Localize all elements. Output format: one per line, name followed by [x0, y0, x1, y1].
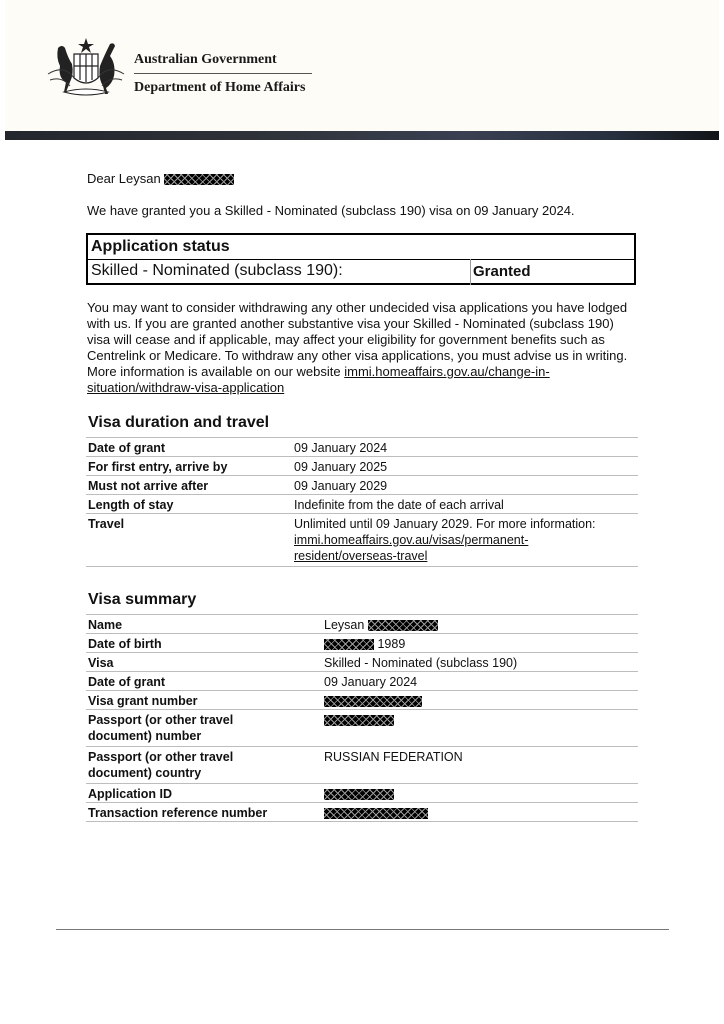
table-row [86, 457, 638, 476]
table-row [86, 438, 638, 457]
row-value [322, 710, 638, 747]
row-label: Must not arrive after [86, 476, 292, 495]
table-row [86, 476, 638, 495]
table-row [86, 803, 638, 822]
row-label: Travel [86, 514, 292, 567]
greeting-text: Dear Leysan [87, 171, 161, 186]
coat-of-arms-icon [44, 34, 128, 100]
row-label: Passport (or other travel document) number [86, 710, 322, 747]
department-name: Department of Home Affairs [134, 80, 306, 95]
overseas-travel-link[interactable]: immi.homeaffairs.gov.au/visas/permanent-resident/overseas-travel [294, 533, 529, 563]
status-column-divider [470, 259, 471, 285]
status-value: Granted [473, 263, 531, 280]
redacted-grant-number [324, 696, 422, 707]
redacted-surname [368, 620, 438, 631]
footer-divider [56, 929, 669, 930]
redacted-surname [164, 174, 234, 185]
table-row [86, 747, 638, 784]
status-visa-label: Skilled - Nominated (subclass 190): [91, 262, 343, 279]
table-row [86, 710, 638, 747]
status-divider [88, 259, 634, 260]
table-row [86, 514, 638, 567]
summary-table [86, 614, 638, 822]
row-value: 09 January 2025 [292, 457, 638, 476]
row-value: 09 January 2024 [292, 438, 638, 457]
table-row [86, 653, 638, 672]
row-value: 09 January 2029 [292, 476, 638, 495]
row-label: Passport (or other travel document) country [86, 747, 322, 784]
row-label: Length of stay [86, 495, 292, 514]
row-label: For first entry, arrive by [86, 457, 292, 476]
row-label: Transaction reference number [86, 803, 322, 822]
row-label: Visa grant number [86, 691, 322, 710]
row-label: Name [86, 615, 322, 634]
header-banner [5, 131, 719, 140]
row-value [322, 784, 638, 803]
travel-text: Unlimited until 09 January 2029. For more information: [294, 517, 596, 531]
government-name: Australian Government [134, 52, 277, 67]
row-label: Date of birth [86, 634, 322, 653]
row-value: 09 January 2024 [322, 672, 638, 691]
row-value [322, 803, 638, 822]
greeting [87, 171, 234, 186]
row-value [322, 615, 638, 634]
status-heading: Application status [91, 238, 230, 255]
row-label: Date of grant [86, 438, 292, 457]
table-row [86, 672, 638, 691]
duration-section-title: Visa duration and travel [88, 414, 270, 431]
redacted-application-id [324, 789, 394, 800]
row-value [322, 634, 638, 653]
grant-statement: We have granted you a Skilled - Nominated (subclass 190) visa on 09 January 2024. [87, 203, 575, 218]
row-value: Skilled - Nominated (subclass 190) [322, 653, 638, 672]
redacted-passport-number [324, 715, 394, 726]
table-row [86, 634, 638, 653]
row-label: Application ID [86, 784, 322, 803]
table-row [86, 495, 638, 514]
withdraw-visa-link[interactable]: immi.homeaffairs.gov.au/change-in-situation/withdraw-visa-application [87, 364, 550, 395]
row-value [292, 514, 638, 567]
redacted-birth-date [324, 639, 374, 650]
letterhead-divider [134, 73, 312, 74]
row-label: Date of grant [86, 672, 322, 691]
row-label: Visa [86, 653, 322, 672]
table-row [86, 615, 638, 634]
row-value: RUSSIAN FEDERATION [322, 747, 638, 784]
name-value: Leysan [324, 618, 365, 632]
row-value [322, 691, 638, 710]
summary-section-title: Visa summary [88, 591, 197, 608]
birth-year: 1989 [377, 637, 406, 651]
redacted-transaction-reference [324, 808, 428, 819]
duration-table [86, 437, 638, 567]
row-value: Indefinite from the date of each arrival [292, 495, 638, 514]
table-row [86, 691, 638, 710]
table-row [86, 784, 638, 803]
notice-text: You may want to consider withdrawing any other undecided visa applications you have lodged with us. If you are granted another substantive visa your Skilled - Nominated (subclass 190) visa will cease and if applicable, may affect your eligibility for government benefits such as Centrelink or Medicare. To withdraw any other visa applications, you must advise us in writing. More information is available on our website [87, 300, 628, 379]
withdrawal-notice [87, 300, 637, 396]
application-status-box [86, 233, 636, 285]
